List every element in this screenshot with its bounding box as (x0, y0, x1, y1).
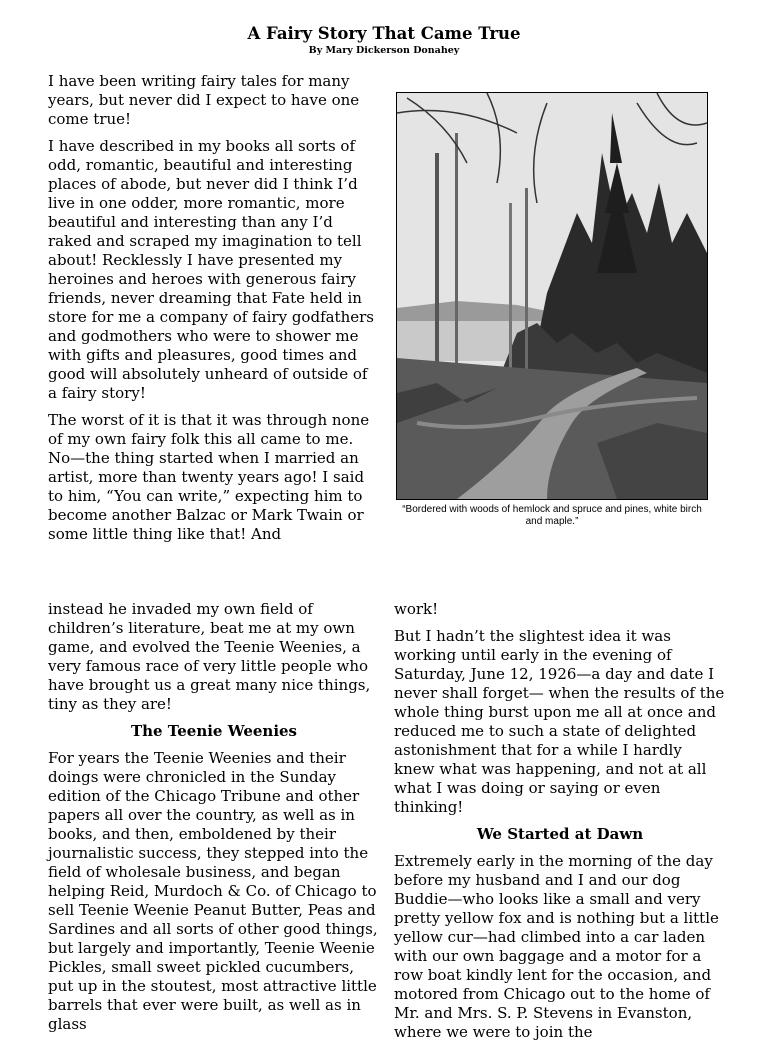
paragraph: work! (394, 600, 439, 618)
paragraph: But I hadn’t the slightest idea it was working until early in the evening of Saturday, June 12, 1926—a day and date I never shall forget— when the results of the whole thing burst upon me all at once and reduced me to such a state of delighted astonishment that for a while I hardly knew what was happening, and not at all what I was doing or saying or even thinking! (394, 627, 725, 816)
article-title: A Fairy Story That Came True (247, 24, 521, 43)
woods-photo (396, 92, 708, 500)
paragraph: I have described in my books all sorts of odd, romantic, beautiful and interesting places of abode, but never did I think I’d live in one odder, more romantic, more beautiful and interesting than any I’d raked and scraped my imagination to tell about! Recklessly I have presented my heroines and heroes with generous fairy friends, never dreaming that Fate held in store for me a company of fairy godfathers and godmothers who were to shower me with gifts and pleasures, good times and good will absolutely unheard of outside of a fairy story! (48, 137, 374, 402)
paragraph: I have been writing fairy tales for many years, but never did I expect to have one come true! (48, 72, 360, 128)
paragraph: The worst of it is that it was through none of my own fairy folk this all came to me. No—the thing started when I married an artist, more than twenty years ago! I said to him, “You can write,” expecting him to become another Balzac or Mark Twain or some little thing like that! And (48, 411, 370, 543)
photo-caption: “Bordered with woods of hemlock and spruce and pines, white birch and maple.” (402, 504, 702, 527)
woods-photo-illustration (397, 93, 707, 499)
column-bottom-right (394, 600, 726, 1050)
paragraph: Extremely early in the morning of the day before my husband and I and our dog Buddie—who looks like a small and very pretty yellow fox and is nothing but a little yellow cur—had climbed into a car laden with our own baggage and a motor for a row boat kindly lent for the occasion, and motored from Chicago out to the home of Mr. and Mrs. S. P. Stevens in Evanston, where we were to join the (394, 852, 719, 1041)
column-bottom-left (48, 600, 380, 1042)
article-byline: By Mary Dickerson Donahey (308, 45, 460, 56)
paragraph: instead he invaded my own field of children’s literature, beat me at my own game, and evolved the Teenie Weenies, a very famous race of very little people who have brought us a great many nice things, tiny as they are! (48, 600, 371, 713)
section-heading: We Started at Dawn (476, 825, 644, 843)
section-heading: The Teenie Weenies (130, 722, 298, 740)
column-top-left (48, 72, 380, 552)
paragraph: For years the Teenie Weenies and their doings were chronicled in the Sunday edition of the Chicago Tribune and other papers all over the country, as well as in books, and then, emboldened by their journalistic success, they stepped into the field of wholesale business, and began helping Reid, Murdoch & Co. of Chicago to sell Teenie Weenie Peanut Butter, Peas and Sardines and all sorts of other good things, but largely and importantly, Teenie Weenie Pickles, small sweet pickled cucumbers, put up in the stoutest, most attractive little barrels that ever were built, as well as in glass (48, 749, 378, 1033)
